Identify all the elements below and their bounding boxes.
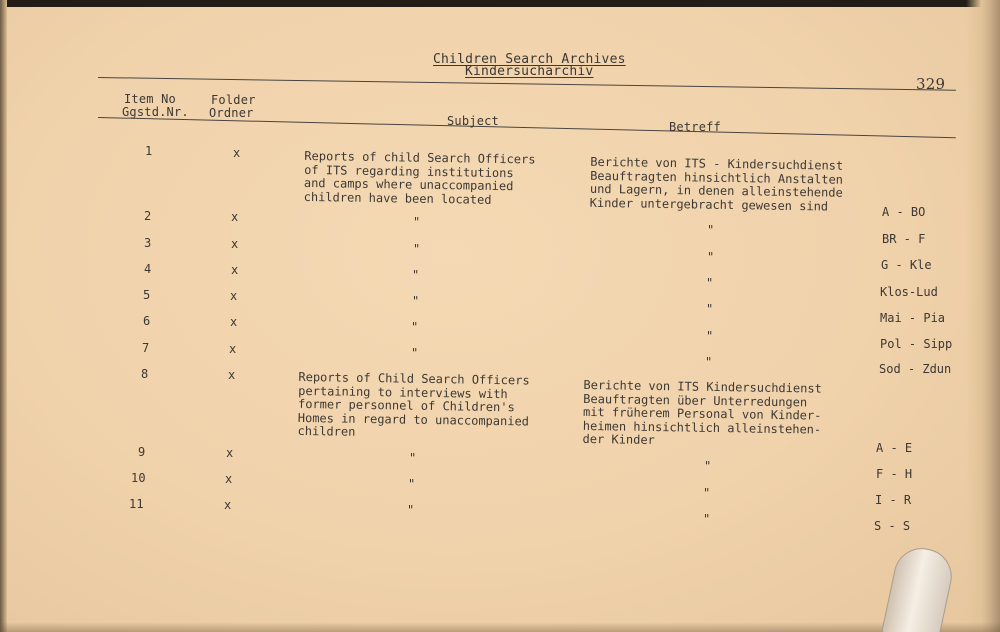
ditto-mark: " <box>407 503 415 517</box>
col-header-betreff: Betreff <box>669 120 721 134</box>
ditto-mark: " <box>705 355 713 369</box>
alpha-range: Pol - Sipp <box>880 337 953 351</box>
folder-mark: x <box>225 472 233 486</box>
scan-bottom-shadow <box>0 622 1000 632</box>
folder-mark: x <box>226 446 234 460</box>
col-header-folder-de: Ordner <box>209 106 254 120</box>
ditto-mark: " <box>411 346 419 360</box>
col-header-subject: Subject <box>447 114 499 128</box>
item-number: 9 <box>138 445 146 459</box>
item-number: 11 <box>129 497 144 511</box>
ditto-mark: " <box>706 276 714 290</box>
document-subtitle: Kindersucharchiv <box>465 64 594 79</box>
page-stack-edge <box>966 0 1000 632</box>
ditto-mark: " <box>707 250 715 264</box>
alpha-range: G - Kle <box>881 258 932 272</box>
subject-text: Reports of child Search Officers of ITS regarding institutions and camps where unaccompanied children have been located <box>303 148 536 207</box>
page-number: 329 <box>916 75 946 93</box>
alpha-range: F - H <box>876 467 913 481</box>
folder-mark: x <box>229 342 237 356</box>
ditto-mark: " <box>703 512 711 526</box>
alpha-range: A - BO <box>882 205 926 219</box>
folder-mark: x <box>228 368 236 382</box>
betreff-text: Berichte von ITS Kindersuchdienst Beauftragten über Unterredungen mit früherem Personal von Kinder- heimen hinsichtlich alleinstehen- der Kinder <box>582 377 822 448</box>
folder-mark: x <box>230 315 238 329</box>
scan-left-edge <box>0 0 7 632</box>
ditto-mark: " <box>706 302 714 316</box>
header-rule-top <box>98 77 956 91</box>
item-number: 1 <box>145 144 153 158</box>
item-number: 7 <box>142 341 150 355</box>
folder-mark: x <box>231 263 239 277</box>
alpha-range: Klos-Lud <box>880 285 938 299</box>
item-number: 2 <box>144 209 152 223</box>
item-number: 6 <box>143 314 151 328</box>
item-number: 10 <box>131 471 146 485</box>
item-number: 5 <box>143 288 151 302</box>
ditto-mark: " <box>409 451 417 465</box>
folder-mark: x <box>233 146 241 160</box>
ditto-mark: " <box>412 268 420 282</box>
ditto-mark: " <box>707 223 715 237</box>
ditto-mark: " <box>413 242 421 256</box>
betreff-text: Berichte von ITS - Kindersuchdienst Beauftragten hinsichtlich Anstalten und Lagern, in denen alleinstehende Kinder untergebracht gewesen sind <box>589 154 844 214</box>
item-number: 8 <box>141 367 149 381</box>
ditto-mark: " <box>412 294 420 308</box>
item-number: 4 <box>144 262 152 276</box>
ditto-mark: " <box>704 459 712 473</box>
ditto-mark: " <box>706 329 714 343</box>
alpha-range: BR - F <box>882 232 926 246</box>
folder-mark: x <box>231 210 239 224</box>
subject-text: Reports of Child Search Officers pertaining to interviews with former personnel of Children's Homes in regard to unaccompanied children <box>297 369 530 439</box>
ditto-mark: " <box>703 486 711 500</box>
col-header-item-en: Item No <box>124 92 176 106</box>
alpha-range: S - S <box>874 519 911 533</box>
document-title: Children Search Archives <box>433 52 626 67</box>
col-header-item-de: Ggstd.Nr. <box>122 105 189 119</box>
item-number: 3 <box>144 236 152 250</box>
folder-mark: x <box>231 237 239 251</box>
alpha-range: A - E <box>876 441 913 455</box>
header-rule-bottom <box>98 117 956 138</box>
folder-mark: x <box>230 289 238 303</box>
alpha-range: Mai - Pia <box>880 311 946 325</box>
ditto-mark: " <box>408 477 416 491</box>
ditto-mark: " <box>413 215 421 229</box>
alpha-range: Sod - Zdun <box>879 362 952 376</box>
col-header-folder-en: Folder <box>211 93 256 107</box>
folder-mark: x <box>224 498 232 512</box>
paper-clip <box>881 543 957 632</box>
scan-top-border <box>0 0 1000 7</box>
alpha-range: I - R <box>875 493 912 507</box>
ditto-mark: " <box>411 320 419 334</box>
